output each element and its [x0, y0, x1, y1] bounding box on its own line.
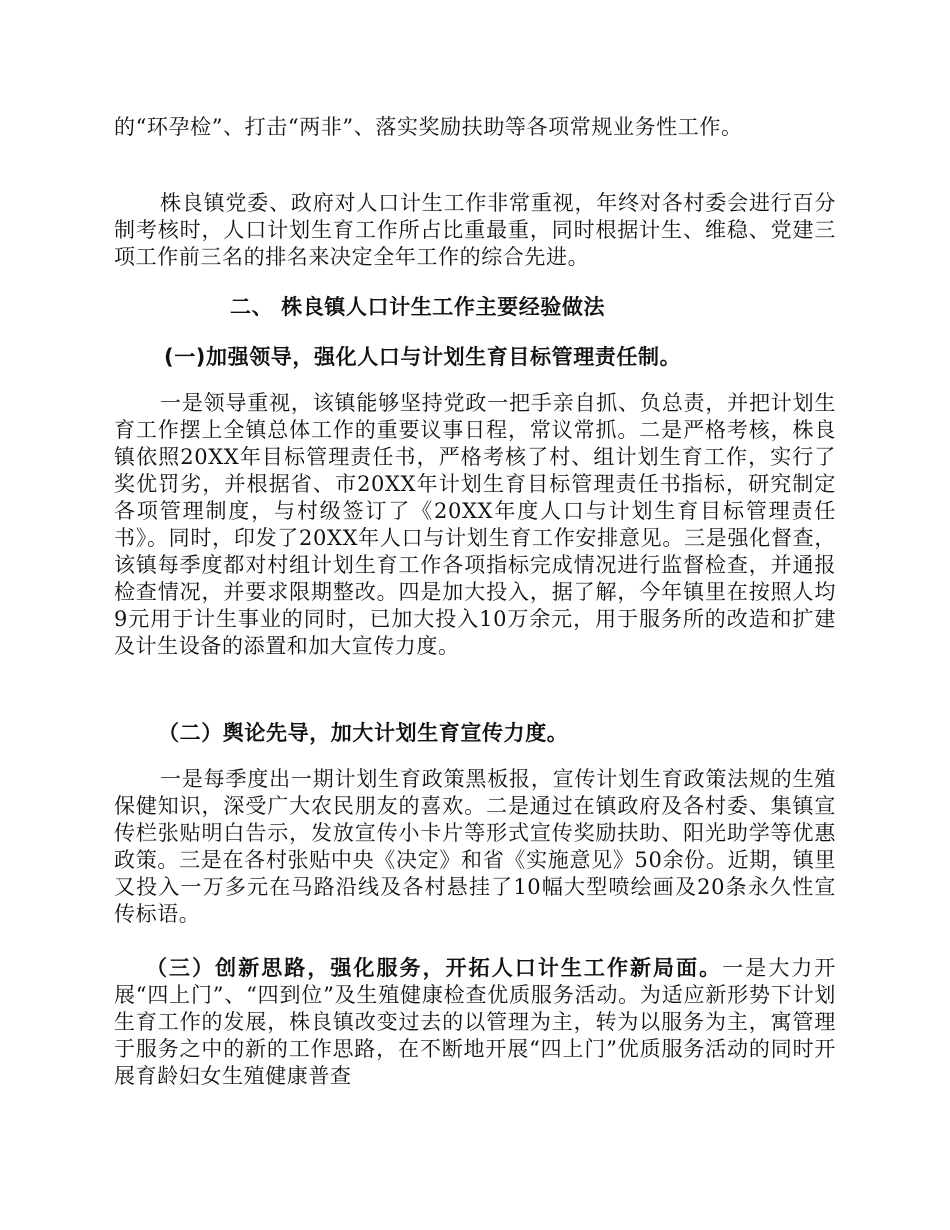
- paragraph-evaluation: 株良镇党委、政府对人口计生工作非常重视，年终对各村委会进行百分制考核时，人口计划生育工作所占比重最重，同时根据计生、维稳、党建三项工作前三名的排名来决定全年工作的综合先进。: [114, 191, 836, 269]
- paragraph-3-body: 一是大力开展“四上门”、“四到位”及生殖健康检查优质服务活动。为适应新形势下计划生育工作的发展，株良镇改变过去的以管理为主，转为以服务为主，寓管理于服务之中的新的工作思路，在不断地开展“四上门”优质服务活动的同时开展育龄妇女生殖健康普查: [114, 956, 837, 1088]
- paragraph-3: [114, 955, 836, 1090]
- paragraph-1: 一是领导重视，该镇能够坚持党政一把手亲自抓、负总责，并把计划生育工作摆上全镇总体工作的重要议事日程，常议常抓。二是严格考核，株良镇依照20XX年目标管理责任书，严格考核了村、组计划生育工作，实行了奖优罚劣，并根据省、市20XX年计划生育目标管理责任书指标，研究制定各项管理制度，与村级签订了《20XX年度人口与计划生育目标管理责任书》。同时，印发了20XX年人口与计划生育工作安排意见。三是强化督查，该镇每季度都对村组计划生育工作各项指标完成情况进行监督检查，并通报检查情况，并要求限期整改。四是加大投入，据了解，今年镇里在按照人均9元用于计生事业的同时，已加大投入10万余元，用于服务所的改造和扩建及计生设备的添置和加大宣传力度。: [114, 391, 836, 658]
- paragraph-2: 一是每季度出一期计划生育政策黑板报，宣传计划生育政策法规的生殖保健知识，深受广大农民朋友的喜欢。二是通过在镇政府及各村委、集镇宣传栏张贴明白告示，发放宣传小卡片等形式宣传奖励扶助、阳光助学等优惠政策。三是在各村张贴中央《决定》和省《实施意见》50余份。近期，镇里又投入一万多元在马路沿线及各村悬挂了10幅大型喷绘画及20条永久性宣传标语。: [114, 767, 836, 926]
- section-heading: 二、 株良镇人口计生工作主要经验做法: [230, 295, 606, 319]
- subheading-3: （三）创新思路，强化服务，开拓人口计生工作新局面。: [146, 956, 723, 980]
- subheading-1: (一)加强领导，强化人口与计划生育目标管理责任制。: [164, 345, 682, 369]
- subheading-2: （二）舆论先导，加大计划生育宣传力度。: [158, 721, 569, 745]
- paragraph-continued: 的“环孕检”、打击“两非”、落实奖励扶助等各项常规业务性工作。: [114, 115, 743, 139]
